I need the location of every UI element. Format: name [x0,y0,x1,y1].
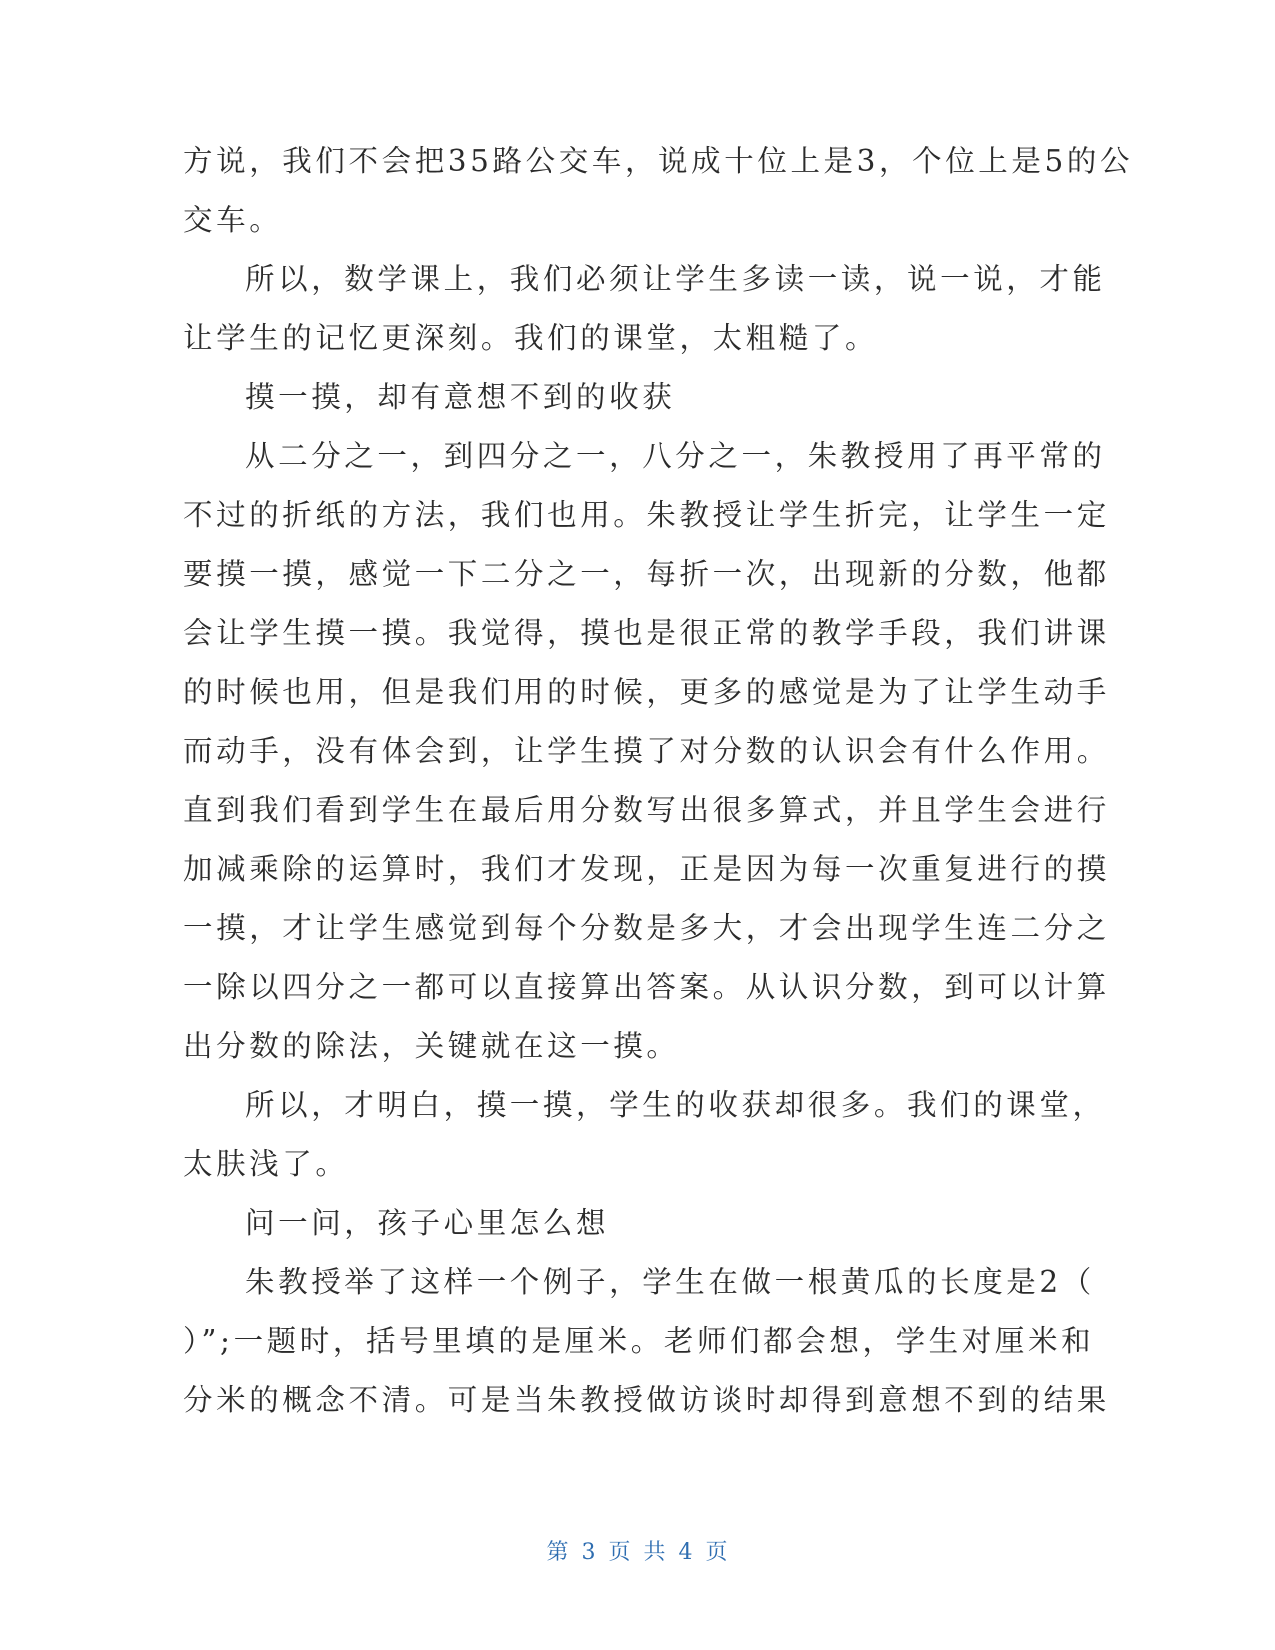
text-line: 交车。 [183,203,283,237]
text-line: 出分数的除法，关键就在这一摸。 [183,1029,680,1063]
page-footer [0,1535,1275,1566]
text-line: 要摸一摸，感觉一下二分之一，每折一次，出现新的分数，他都 [183,557,1110,591]
text-line: 朱教授举了这样一个例子，学生在做一根黄瓜的长度是2（ [245,1265,1095,1299]
text-line: 所以，数学课上，我们必须让学生多读一读，说一说，才能 [245,262,1106,296]
text-line: 而动手，没有体会到，让学生摸了对分数的认识会有什么作用。 [183,734,1110,768]
footer-page-word: 页 [608,1540,632,1565]
text-line: 太肤浅了。 [183,1147,349,1181]
text-line: 会让学生摸一摸。我觉得，摸也是很正常的教学手段，我们讲课 [183,616,1110,650]
text-line: 一除以四分之一都可以直接算出答案。从认识分数，到可以计算 [183,970,1110,1004]
footer-suffix: 页 [705,1540,729,1565]
text-line: 加减乘除的运算时，我们才发现，正是因为每一次重复进行的摸 [183,852,1110,886]
footer-total-word: 共 [643,1540,667,1565]
text-line: 的时候也用，但是我们用的时候，更多的感觉是为了让学生动手 [183,675,1110,709]
text-line: 分米的概念不清。可是当朱教授做访谈时却得到意想不到的结果 [183,1383,1110,1417]
section-heading: 问一问，孩子心里怎么想 [245,1206,610,1240]
footer-current-page: 3 [581,1540,597,1565]
text-line: ）”;一题时，括号里填的是厘米。老师们都会想，学生对厘米和 [183,1324,1095,1358]
text-line: 从二分之一，到四分之一，八分之一，朱教授用了再平常的 [245,439,1106,473]
text-line: 让学生的记忆更深刻。我们的课堂，太粗糙了。 [183,321,879,355]
document-body [183,132,1134,1430]
text-line: 不过的折纸的方法，我们也用。朱教授让学生折完，让学生一定 [183,498,1110,532]
text-line: 方说，我们不会把35路公交车，说成十位上是3，个位上是5的公 [183,144,1134,178]
footer-total-pages: 4 [678,1540,694,1565]
footer-prefix: 第 [546,1540,570,1565]
section-heading: 摸一摸，却有意想不到的收获 [245,380,676,414]
text-line: 直到我们看到学生在最后用分数写出很多算式，并且学生会进行 [183,793,1110,827]
text-line: 所以，才明白，摸一摸，学生的收获却很多。我们的课堂， [245,1088,1106,1122]
text-line: 一摸，才让学生感觉到每个分数是多大，才会出现学生连二分之 [183,911,1110,945]
